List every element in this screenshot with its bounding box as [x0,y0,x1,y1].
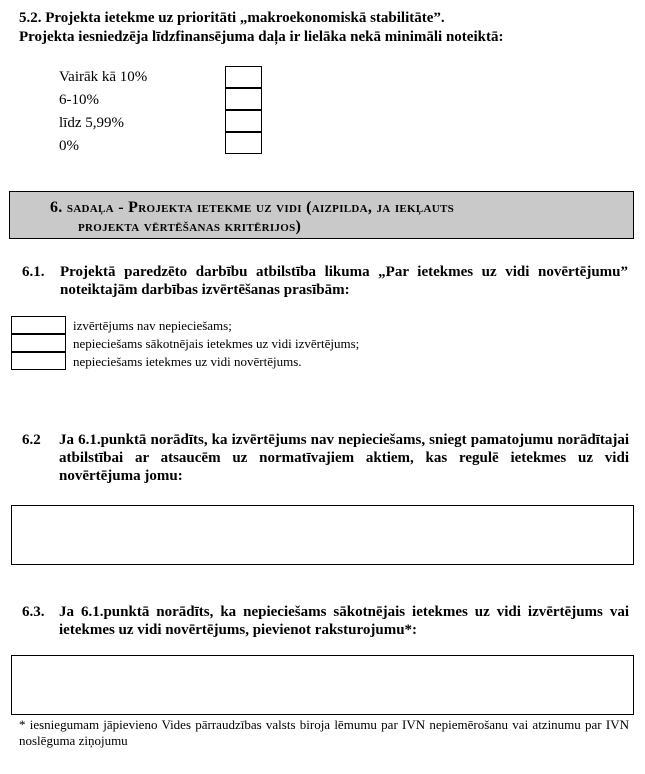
section-6-3-text: Ja 6.1.punktā norādīts, ka nepieciešams sākotnējais ietekmes uz vidi izvērtējums vai ietekmes uz vidi novērtējums, pievienot raksturojumu*: [59,604,629,638]
option-label: 0% [59,138,79,154]
footnote: * iesniegumam jāpievieno Vides pārraudzības valsts biroja lēmumu par IVN nepiemērošanu vai atzinumu par IVN noslēguma ziņojumu [19,717,629,748]
option-label: Vairāk kā 10% [59,69,148,85]
section-6-1-number: 6.1. [22,264,45,280]
checkbox-up-to-5-99[interactable] [225,110,262,132]
checkbox-6-10[interactable] [225,88,262,110]
section-6-title-line2: projekta vērtēšanas kritērijos) [78,218,302,235]
section-6-title-line1: 6. sadaļa - Projekta ietekme uz vidi (aizpilda, ja iekļauts [50,199,455,216]
section-6-title [50,198,620,236]
option-label: nepieciešams ietekmes uz vidi novērtējums. [73,354,302,369]
section-6-header [9,191,634,239]
checkbox-assessment-not-required[interactable] [11,316,66,334]
option-label: nepieciešams sākotnējais ietekmes uz vidi izvērtējums; [73,336,360,351]
checkbox-full-assessment-required[interactable] [11,352,66,370]
section-5-2-heading: 5.2. Projekta ietekme uz prioritāti „makroekonomiskā stabilitāte”. [19,10,445,26]
section-6-2-text: Ja 6.1.punktā norādīts, ka izvērtējums nav nepieciešams, sniegt pamatojumu norādītajai atbilstībai ar atsaucēm uz normatīvajiem aktiem, kas regulē ietekmes uz vidi novērtējuma jomu: [59,432,629,484]
option-label: 6-10% [59,92,99,108]
checkbox-initial-assessment-required[interactable] [11,334,66,352]
section-6-2-number: 6.2 [22,432,41,448]
section-5-2-subheading: Projekta iesniedzēja līdzfinansējuma daļa ir lielāka nekā minimāli noteiktā: [19,29,504,45]
characteristics-textbox[interactable] [11,655,634,715]
section-6-1-text: Projektā paredzēto darbību atbilstība likuma „Par ietekmes uz vidi novērtējumu” noteiktajām darbības izvērtēšanas prasībām: [60,264,628,298]
option-label: izvērtējums nav nepieciešams; [73,318,232,333]
option-label: līdz 5,99% [59,115,124,131]
justification-textbox[interactable] [11,505,634,565]
checkbox-0[interactable] [225,132,262,154]
checkbox-more-than-10[interactable] [225,66,262,88]
section-6-3-number: 6.3. [22,604,45,620]
